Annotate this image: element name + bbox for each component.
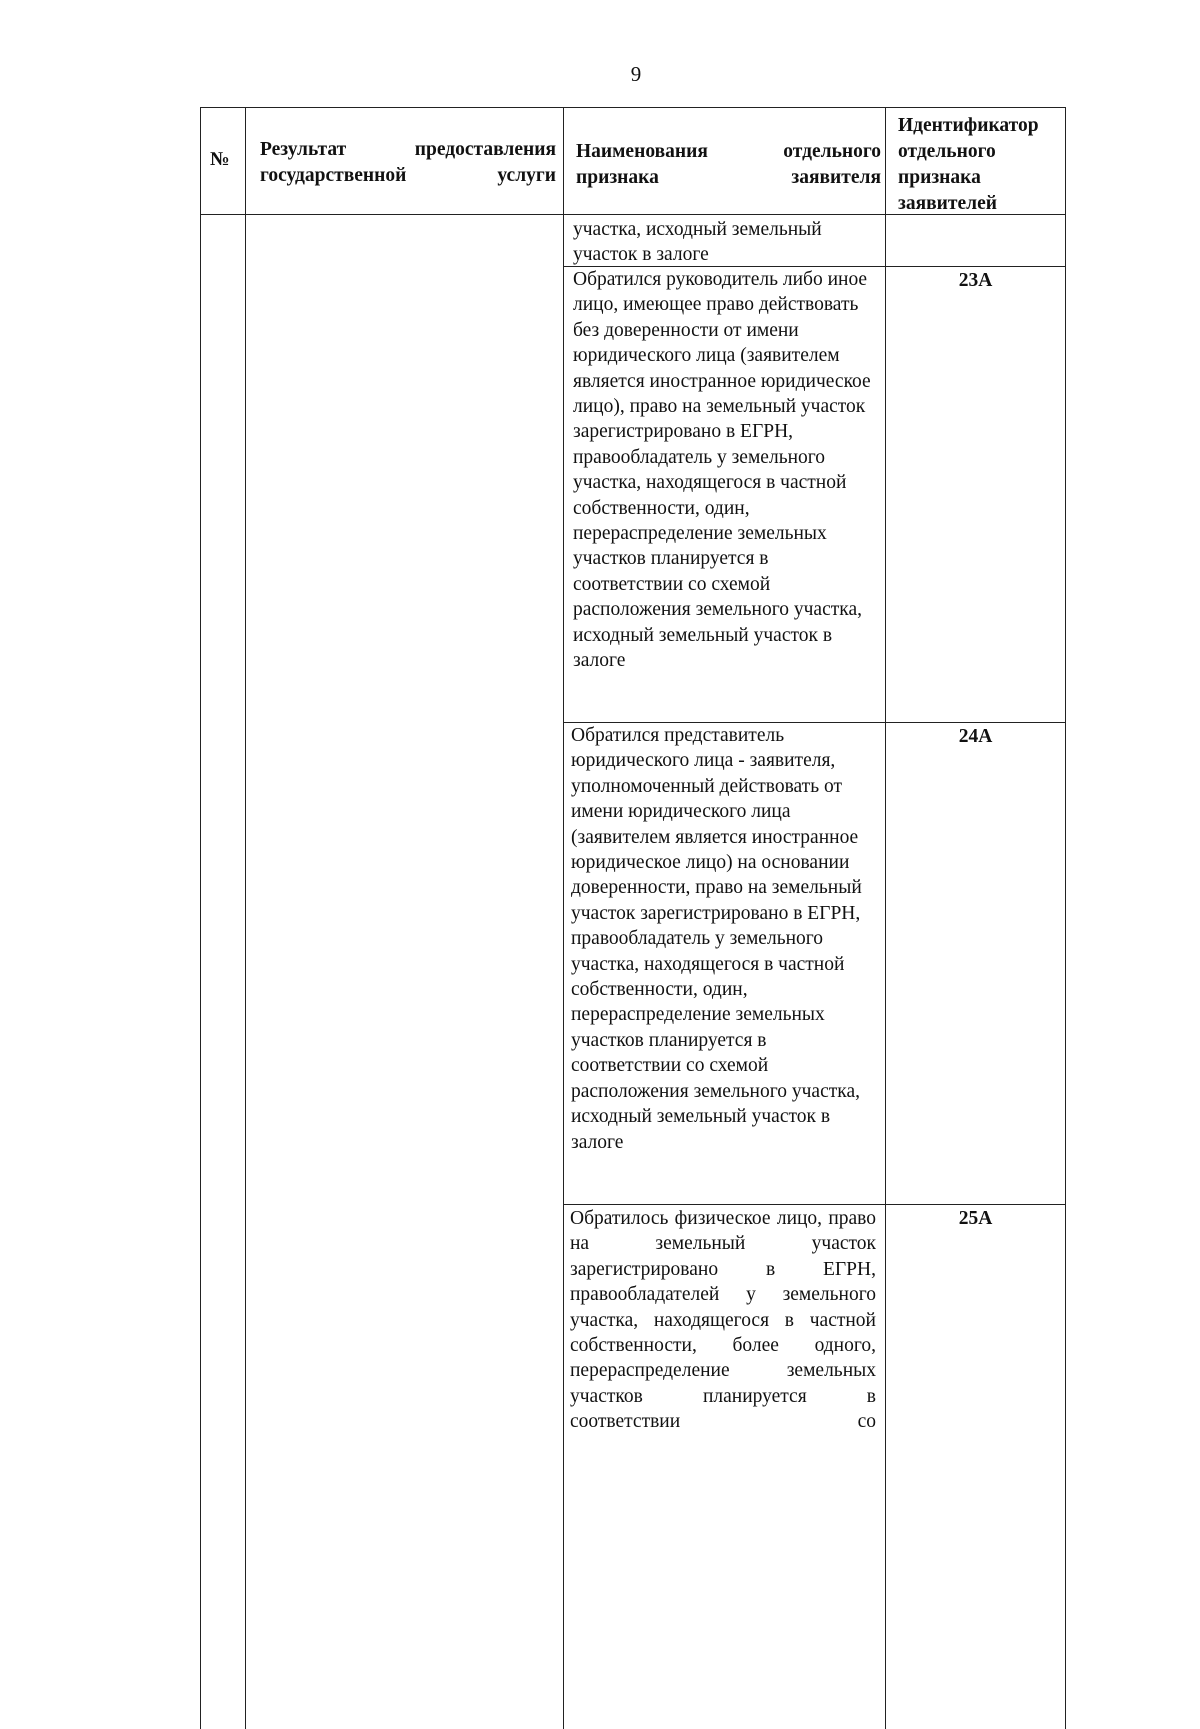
row-divider-3 (563, 1204, 1066, 1205)
header-num: № (210, 149, 230, 170)
feature-text-23a: Обратился руководитель либо иное лицо, имеющее право действовать без доверенности от имени юридического лица (заявителем является иностранное юридическое лицо), право на земельный участок зарегистрировано в ЕГРН, правообладатель у земельного участка, находящегося в частной собственности, один, перераспределение земельных участков планируется в соответствии со схемой расположения земельного участка, исходный земельный участок в залоге (573, 269, 871, 672)
table-border-right (1065, 107, 1066, 1729)
feature-id-24a: 24А (958, 726, 993, 747)
page-number: 9 (630, 62, 642, 86)
feature-id-23a: 23А (958, 270, 993, 291)
feature-text-24a: Обратился представитель юридического лица - заявителя, уполномоченный действовать от имени юридического лица (заявителем является иностранное юридическое лицо) на основании доверенности, право на земельный участок зарегистрировано в ЕГРН, правообладатель у земельного участка, находящегося в частной собственности, один, перераспределение земельных участков планируется в соответствии со схемой расположения земельного участка, исходный земельный участок в залоге (571, 725, 862, 1153)
table-border-left (200, 107, 201, 1729)
table-border-top (200, 107, 1066, 108)
feature-id-25a: 25А (958, 1208, 993, 1229)
feature-text-25a: Обратилось физическое лицо, право на земельный участок зарегистрировано в ЕГРН, правообладателей у земельного участка, находящегося в частной собственности, более одного, перераспределение земельных участков планируется в соответствии со (570, 1208, 876, 1433)
feature-text-continuation: участка, исходный земельный участок в залоге (573, 219, 822, 266)
header-identifier: Идентификатор отдельного признака заявителей (898, 115, 1039, 214)
column-divider-num (245, 107, 246, 1729)
column-divider-name (885, 107, 886, 1729)
header-result: Результат предоставления государственной услуги (260, 139, 556, 186)
header-bottom-border (200, 214, 1066, 215)
column-divider-result (563, 107, 564, 1729)
applicant-features-table (200, 107, 1066, 1729)
header-name: Наименования отдельного признака заявителя (576, 141, 881, 188)
